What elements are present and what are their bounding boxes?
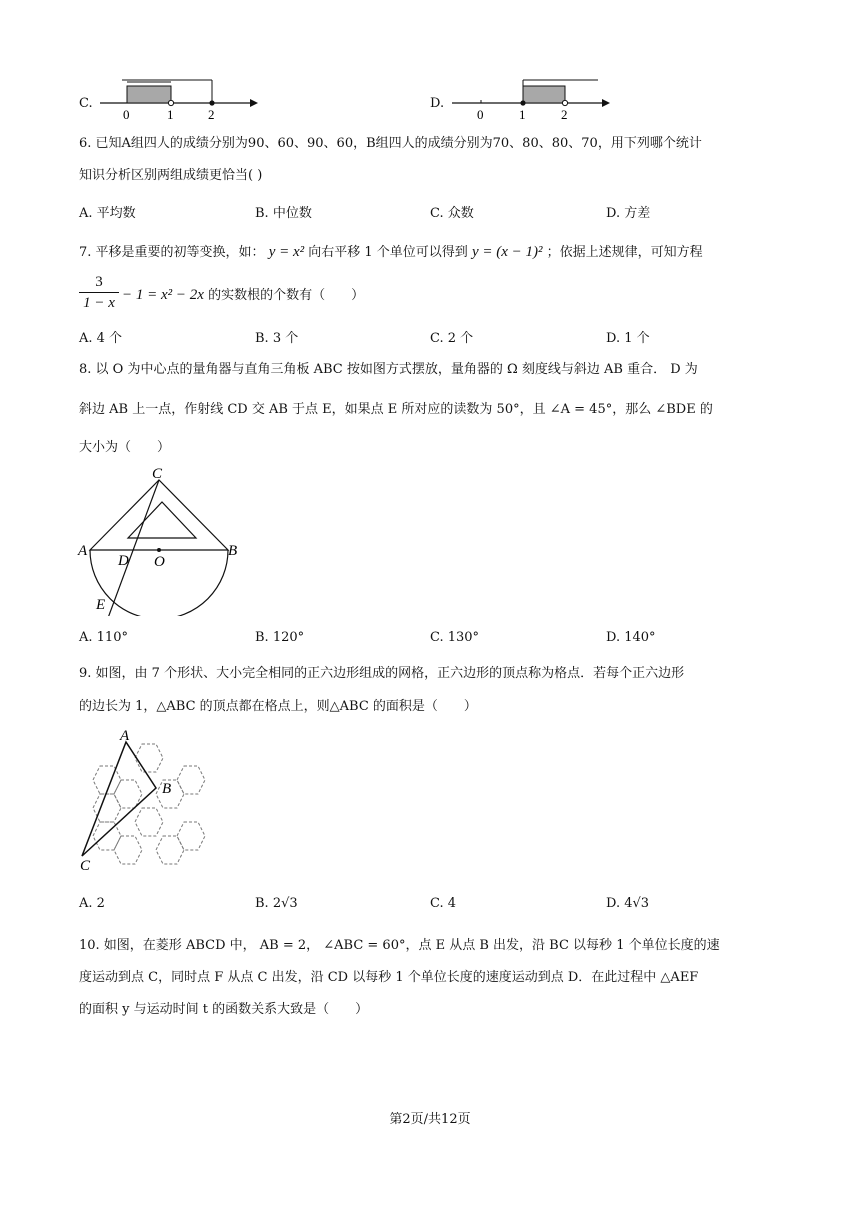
- q7-eq1: y = x²: [268, 244, 305, 260]
- q9-option-b: B. 2√3: [255, 896, 298, 911]
- q8-line3: 大小为（ ）: [79, 440, 171, 455]
- q9-option-a: A. 2: [79, 896, 105, 911]
- label-b: B: [162, 781, 172, 797]
- q10-line1: 10. 如图，在菱形 ABCD 中， AB = 2， ∠ABC = 60°，点 E 从点 B 出发，沿 BC 以每秒 1 个单位长度的速: [79, 938, 720, 953]
- label-c: C: [80, 858, 91, 874]
- tick-2: 2: [561, 107, 568, 122]
- q6-option-c: C. 众数: [430, 206, 474, 221]
- label-a: A: [120, 728, 130, 744]
- q7-text-b: 向右平移 1 个单位可以得到: [308, 245, 468, 260]
- label-c: C: [152, 466, 163, 482]
- protractor-figure: [76, 466, 246, 616]
- q10-line3: 的面积 y 与运动时间 t 的函数关系大致是（ ）: [79, 1002, 369, 1017]
- q6-option-a: A. 平均数: [79, 206, 136, 221]
- q7-line1: [79, 242, 703, 263]
- q7-option-b: B. 3 个: [255, 331, 299, 346]
- q10-line2: 度运动到点 C，同时点 F 从点 C 出发，沿 CD 以每秒 1 个单位长度的速度运动到点 D．在此过程中 △AEF: [79, 970, 699, 985]
- q8-option-d: D. 140°: [606, 630, 656, 645]
- tick-1: 1: [519, 107, 526, 122]
- label-b: B: [228, 543, 238, 559]
- label-d: D: [118, 553, 129, 569]
- q6-option-b: B. 中位数: [255, 206, 312, 221]
- number-line-c: [100, 72, 265, 122]
- q7-fraction: [79, 273, 119, 312]
- option-c-label: C.: [79, 96, 93, 111]
- label-o: O: [154, 554, 165, 570]
- q9-line1: 9. 如图，由 7 个形状、大小完全相同的正六边形组成的网格，正六边形的顶点称为格点．若每个正六边形: [79, 666, 685, 681]
- label-e: E: [96, 597, 106, 613]
- q9-option-c: C. 4: [430, 896, 457, 911]
- q8-option-b: B. 120°: [255, 630, 305, 645]
- q6-option-d: D. 方差: [606, 206, 651, 221]
- q6-text-line1: 6. 已知A组四人的成绩分别为90、60、90、60，B组四人的成绩分别为70、80、80、70，用下列哪个统计: [79, 136, 702, 151]
- option-d-label: D.: [430, 96, 445, 111]
- q7-text-d: 的实数根的个数有（ ）: [208, 288, 365, 303]
- q8-line1: 8. 以 O 为中心点的量角器与直角三角板 ABC 按如图方式摆放，量角器的 Ω 刻度线与斜边 AB 重合． D 为: [79, 362, 698, 377]
- q9-option-d: D. 4√3: [606, 896, 650, 911]
- label-a: A: [78, 543, 88, 559]
- q7-frac-den: 1 − x: [83, 295, 115, 311]
- number-line-d: [452, 72, 617, 122]
- q7-option-a: A. 4 个: [79, 331, 123, 346]
- q7-option-c: C. 2 个: [430, 331, 474, 346]
- q8-option-c: C. 130°: [430, 630, 480, 645]
- hexagon-grid-figure: [76, 726, 216, 876]
- tick-0: 0: [477, 107, 484, 122]
- q8-line2: 斜边 AB 上一点，作射线 CD 交 AB 于点 E，如果点 E 所对应的读数为 50°，且 ∠A = 45°，那么 ∠BDE 的: [79, 402, 713, 417]
- tick-2: 2: [208, 107, 215, 122]
- q7-eq2: y = (x − 1)²: [471, 244, 543, 260]
- q9-line2: 的边长为 1，△ABC 的顶点都在格点上，则△ABC 的面积是（ ）: [79, 699, 477, 714]
- q7-eq3: − 1 = x² − 2x: [122, 287, 204, 303]
- q8-option-a: A. 110°: [79, 630, 128, 645]
- q7-text-a: 7. 平移是重要的初等变换，如：: [79, 245, 265, 260]
- q7-frac-num: 3: [95, 274, 103, 290]
- tick-1: 1: [167, 107, 174, 122]
- tick-0: 0: [123, 107, 130, 122]
- q7-line2: [122, 285, 364, 306]
- q7-option-d: D. 1 个: [606, 331, 650, 346]
- q7-text-c: ；依据上述规律，可知方程: [546, 245, 703, 260]
- q6-text-line2: 知识分析区别两组成绩更恰当( ): [79, 168, 263, 183]
- page-footer: 第2页/共12页: [389, 1112, 471, 1127]
